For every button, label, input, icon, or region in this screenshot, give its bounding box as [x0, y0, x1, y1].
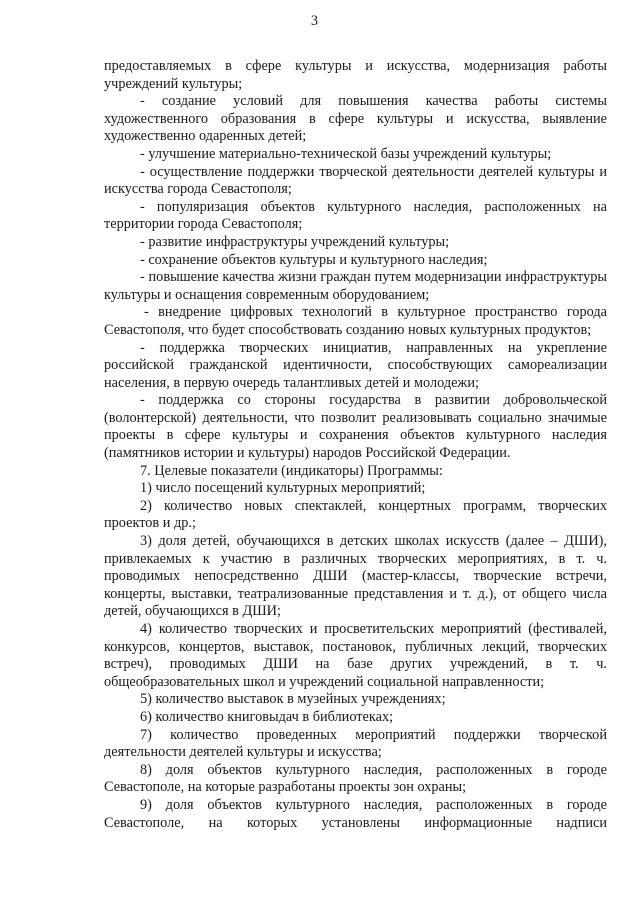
- paragraph: - осуществление поддержки творческой деятельности деятелей культуры и искусства города Севастополя;: [104, 163, 607, 198]
- body-text: [104, 58, 607, 832]
- paragraph: предоставляемых в сфере культуры и искусства, модернизация работы учреждений культуры;: [104, 58, 607, 92]
- paragraph: - популяризация объектов культурного наследия, расположенных на территории города Севастополя;: [104, 198, 607, 233]
- list-item: 5) количество выставок в музейных учреждениях;: [140, 691, 446, 708]
- paragraph: - поддержка творческих инициатив, направленных на укрепление российской гражданской идентичности, способствующих самореализации населения, в первую очередь талантливых детей и молодежи;: [104, 339, 607, 391]
- paragraph: - улучшение материально-технической базы учреждений культуры;: [140, 145, 552, 162]
- paragraph: - внедрение цифровых технологий в культурное пространство города Севастополя, что будет способствовать созданию новых культурных продуктов;: [104, 304, 607, 338]
- paragraph: - создание условий для повышения качества работы системы художественного образования в сфере культуры и искусства, выявление художественно одаренных детей;: [104, 93, 607, 145]
- list-item: 7) количество проведенных мероприятий поддержки творческой деятельности деятелей культуры и искусства;: [104, 726, 607, 761]
- list-item: 2) количество новых спектаклей, концертных программ, творческих проектов и др.;: [104, 497, 607, 532]
- list-item: 6) количество книговыдач в библиотеках;: [140, 708, 394, 725]
- list-item: 1) число посещений культурных мероприятий;: [140, 480, 426, 497]
- section-heading: 7. Целевые показатели (индикаторы) Программы:: [140, 462, 443, 479]
- paragraph: - поддержка со стороны государства в развитии добровольческой (волонтерской) деятельности, что позволит реализовывать социально значимые проекты в сфере культуры и сохранения объектов культурного наследия (памятников истории и культуры) народов Российской Федерации.: [104, 392, 607, 462]
- paragraph: - сохранение объектов культуры и культурного наследия;: [140, 251, 488, 268]
- list-item: 9) доля объектов культурного наследия, расположенных в городе Севастополе, на которых установлены информационные надписи: [104, 796, 607, 831]
- list-item: 8) доля объектов культурного наследия, расположенных в городе Севастополе, на которые разработаны проекты зон охраны;: [104, 761, 607, 796]
- page-number: 3: [310, 13, 319, 29]
- paragraph: - развитие инфраструктуры учреждений культуры;: [140, 233, 450, 250]
- list-item: 3) доля детей, обучающихся в детских школах искусств (далее – ДШИ), привлекаемых к участию в различных творческих мероприятиях, в т. ч. проводимых непосредственно ДШИ (мастер-классы, творческие встречи, концерты, выставки, театрализованные представления и т. д.), от общего числа детей, обучающихся в ДШИ;: [104, 533, 607, 620]
- list-item: 4) количество творческих и просветительских мероприятий (фестивалей, конкурсов, концертов, выставок, постановок, публичных лекций, творческих встреч), проводимых ДШИ на базе других учреждений, в т. ч. общеобразовательных школ и учреждений социальной направленности;: [104, 621, 607, 690]
- paragraph: - повышение качества жизни граждан путем модернизации инфраструктуры культуры и оснащения современным оборудованием;: [104, 269, 607, 303]
